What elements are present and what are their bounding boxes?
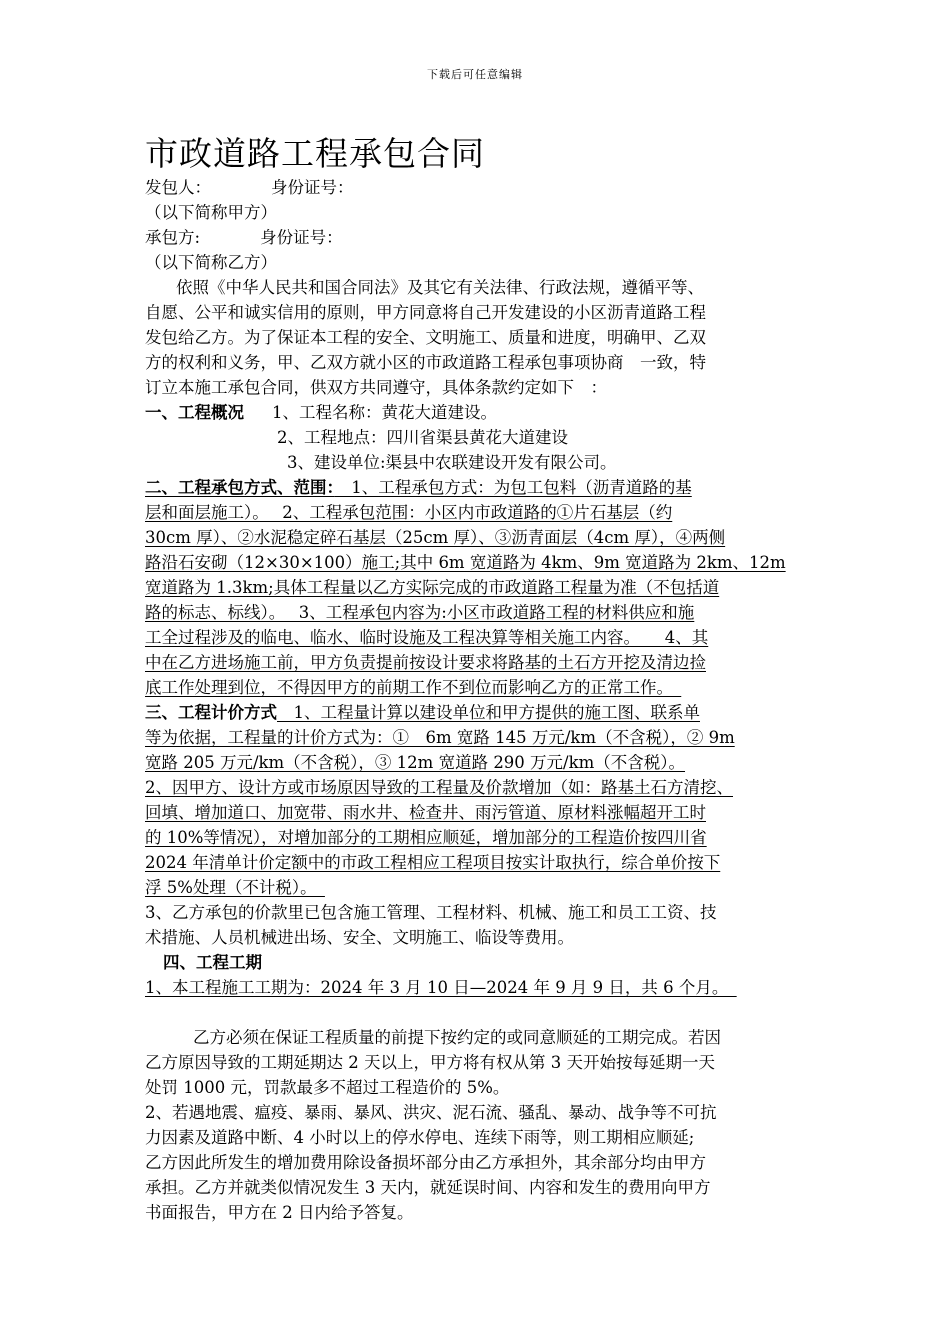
force-majeure-text: 承担。乙方并就类似情况发生 3 天内，就延误时间、内容和发生的费用向甲方 bbox=[145, 1178, 711, 1197]
section-3-text: 浮 5%处理（不计税）。 bbox=[145, 878, 325, 897]
section-3-text: 等为依据，工程量的计价方式为：① 6m 宽路 145 万元/km（不含税），② 9m bbox=[145, 728, 735, 747]
section-2-line bbox=[145, 475, 692, 500]
section-2-text: 路沿石安砌（12×30×100）施工;其中 6m 宽道路为 4km、9m 宽道路为 2km、12m bbox=[145, 553, 786, 572]
section-3-text: 2、因甲方、设计方或市场原因导致的工程量及价款增加（如：路基土石方清挖、 bbox=[145, 778, 733, 797]
section-2-text: 宽道路为 1.3km;具体工程量以乙方实际完成的市政道路工程量为准（不包括道 bbox=[145, 578, 720, 597]
section-2-text: 层和面层施工）。 2、工程承包范围：小区内市政道路的①片石基层（约 bbox=[145, 503, 673, 522]
section-2-text: 1、工程承包方式：为包工包料（沥青道路的基 bbox=[334, 478, 692, 497]
intro-line: 方的权利和义务，甲、乙双方就小区的市政道路工程承包事项协商 一致，特 bbox=[145, 353, 706, 372]
section-2-text: 中在乙方进场施工前，甲方负责提前按设计要求将路基的土石方开挖及清边捡 bbox=[145, 653, 706, 672]
party-b-line bbox=[145, 225, 343, 250]
id-label-a: 身份证号： bbox=[271, 178, 354, 197]
force-majeure-text: 乙方因此所发生的增加费用除设备损坏部分由乙方承担外，其余部分均由甲方 bbox=[145, 1153, 706, 1172]
section-3-text: 1、工程量计算以建设单位和甲方提供的施工图、联系单 bbox=[277, 703, 700, 722]
section-3-text: 2024 年清单计价定额中的市政工程相应工程项目按实计取执行，综合单价按下 bbox=[145, 853, 721, 872]
intro-line: 依照《中华人民共和国合同法》及其它有关法律、行政法规，遵循平等、 bbox=[176, 278, 704, 297]
section-3-text: 宽路 205 万元/km（不含税），③ 12m 宽道路 290 万元/km（不含税）。 bbox=[145, 753, 686, 772]
section-3-text: 术措施、人员机械进出场、安全、文明施工、临设等费用。 bbox=[145, 928, 574, 947]
project-name: 1、工程名称：黄花大道建设。 bbox=[272, 403, 497, 422]
delay-text: 乙方原因导致的工期延期达 2 天以上，甲方将有权从第 3 天开始按每延期一天 bbox=[145, 1053, 715, 1072]
intro-line: 订立本施工承包合同，供双方共同遵守，具体条款约定如下 ： bbox=[145, 378, 607, 397]
section-2-text: 底工作处理到位，不得因甲方的前期工作不到位而影响乙方的正常工作。 bbox=[145, 678, 682, 697]
delay-text: 处罚 1000 元，罚款最多不超过工程造价的 5%。 bbox=[145, 1078, 510, 1097]
section-2-text: 路的标志、标线）。 3、工程承包内容为:小区市政道路工程的材料供应和施 bbox=[145, 603, 695, 622]
section-3-line bbox=[145, 700, 700, 725]
force-majeure-text: 2、若遇地震、瘟疫、暴雨、暴风、洪灾、泥石流、骚乱、暴动、战争等不可抗 bbox=[145, 1103, 717, 1122]
alias-a: （以下简称甲方） bbox=[145, 203, 277, 222]
chengbaofang-label: 承包方: bbox=[145, 228, 201, 247]
delay-text: 乙方必须在保证工程质量的前提下按约定的或同意顺延的工期完成。若因 bbox=[160, 1028, 721, 1047]
section-4-heading-text: 四、工程工期 bbox=[163, 953, 262, 972]
section-2-text: 30cm 厚）、②水泥稳定碎石基层（25cm 厚）、③沥青面层（4cm 厚），④两侧 bbox=[145, 528, 726, 547]
party-a-line bbox=[145, 175, 354, 200]
section-4-heading bbox=[163, 950, 262, 975]
section-3-text: 的 10%等情况），对增加部分的工期相应顺延，增加部分的工程造价按四川省 bbox=[145, 828, 707, 847]
page-header: 下载后可任意编辑 bbox=[427, 68, 523, 81]
section-1-heading: 一、工程概况 bbox=[145, 403, 244, 422]
id-label-b: 身份证号： bbox=[260, 228, 343, 247]
section-3-heading: 三、工程计价方式 bbox=[145, 703, 277, 722]
document-title: 市政道路工程承包合同 bbox=[145, 134, 485, 173]
fabaoren-label: 发包人： bbox=[145, 178, 211, 197]
force-majeure-text: 力因素及道路中断、4 小时以上的停水停电、连续下雨等，则工期相应顺延; bbox=[145, 1128, 695, 1147]
alias-b: （以下简称乙方） bbox=[145, 253, 277, 272]
section-1-line bbox=[145, 400, 497, 425]
section-2-heading: 二、工程承包方式、范围： bbox=[145, 478, 335, 497]
section-3-text: 回填、增加道口、加宽带、雨水井、检查井、雨污管道、原材料涨幅超开工时 bbox=[145, 803, 706, 822]
intro-line: 发包给乙方。为了保证本工程的安全、文明施工、质量和进度，明确甲、乙双 bbox=[145, 328, 706, 347]
construction-unit: 3、建设单位:渠县中农联建设开发有限公司。 bbox=[287, 453, 617, 472]
project-location: 2、工程地点：四川省渠县黄花大道建设 bbox=[277, 428, 568, 447]
force-majeure-text: 书面报告，甲方在 2 日内给予答复。 bbox=[145, 1203, 414, 1222]
section-2-text: 工全过程涉及的临电、临水、临时设施及工程决算等相关施工内容。 4、其 bbox=[145, 628, 709, 647]
schedule-line: 1、本工程施工工期为：2024 年 3 月 10 日—2024 年 9 月 9 日，共 6 个月。 bbox=[145, 978, 737, 997]
intro-line: 自愿、公平和诚实信用的原则，甲方同意将自己开发建设的小区沥青道路工程 bbox=[145, 303, 706, 322]
section-3-text: 3、乙方承包的价款里已包含施工管理、工程材料、机械、施工和员工工资、技 bbox=[145, 903, 717, 922]
